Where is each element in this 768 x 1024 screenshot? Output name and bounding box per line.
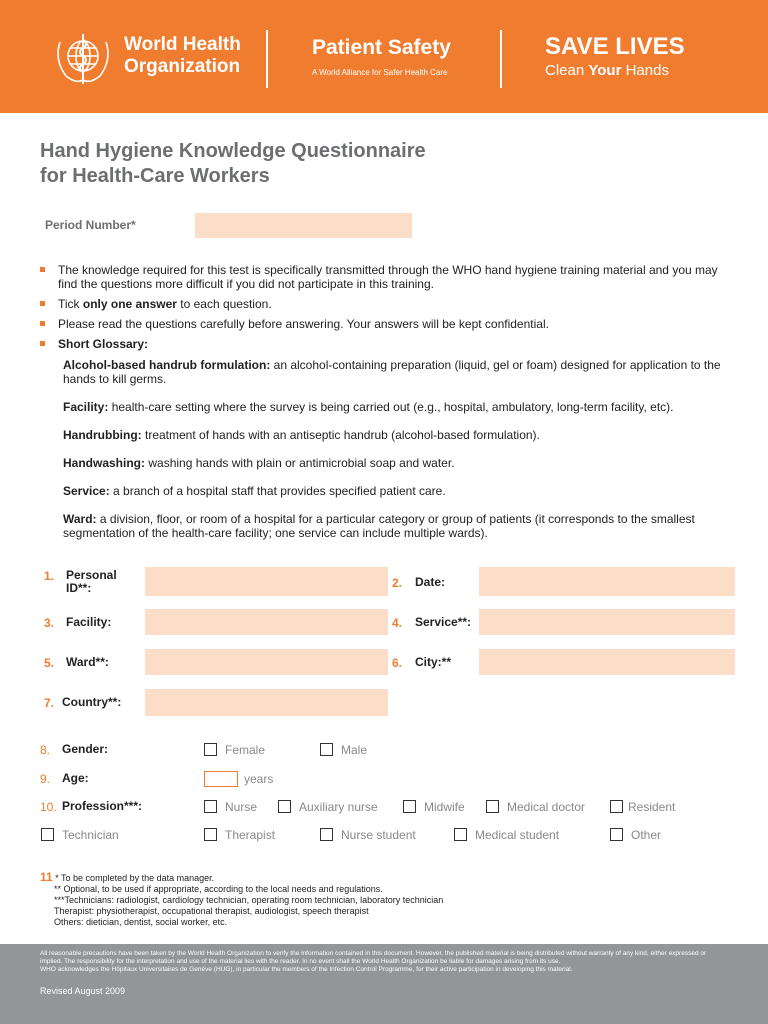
profession-therapist-label: Therapist [225,828,276,842]
footer-text [40,950,730,974]
profession-medical-doctor-label: Medical doctor [507,800,586,814]
profession-midwife-label: Midwife [424,800,465,814]
q8-number: 8. [40,743,51,757]
glossary-term: Alcohol-based handrub formulation: [63,358,271,372]
profession-resident-label: Resident [628,800,676,814]
glossary-term: Handwashing: [63,456,146,470]
instruction-bold: only one answer [82,297,177,311]
footnote-text: * To be completed by the data manager. [55,873,215,883]
service-label: Service**: [415,615,472,629]
date-field[interactable] [479,567,735,596]
who-name-line2: Organization [124,56,241,77]
personal-id-field[interactable] [145,567,388,596]
instruction-prefix: Tick [58,297,83,311]
header-divider [266,30,268,88]
q11-number: 11 [40,870,53,884]
footer-acknowledgement: WHO acknowledges the Hôpitaux Universitaires de Genève (HUG), in particular the members of the Infection Control Programme, for their active participation in developing this material. [40,966,573,973]
who-emblem-icon [50,30,116,88]
gender-male-label: Male [341,743,368,757]
gender-male-checkbox[interactable] [320,743,333,756]
glossary-definition: a division, floor, or room of a hospital for a particular category or group of patients (it corresponds to the smallest segmentation of the health-care facility; one service can include multiple wards). [63,512,695,540]
q4-number: 4. [392,616,403,630]
ward-field[interactable] [145,649,388,675]
period-number-label: Period Number* [45,218,136,232]
revision-date: Revised August 2009 [40,986,126,996]
gender-female-label: Female [225,743,266,757]
profession-other-label: Other [631,828,662,842]
header-banner [0,0,768,113]
profession-medical-doctor-checkbox[interactable] [486,800,499,813]
campaign-sub-suffix: Hands [621,62,669,79]
footnote-text: ** Optional, to be used if appropriate, according to the local needs and regulations. [54,884,383,894]
ward-label: Ward**: [66,655,109,669]
city-field[interactable] [479,649,735,675]
profession-auxiliary-nurse-label: Auxiliary nurse [299,800,378,814]
age-unit: years [244,772,274,786]
q5-number: 5. [44,656,55,670]
program-title: Patient Safety [312,36,451,59]
profession-nurse-student-label: Nurse student [341,828,416,842]
campaign-sub-bold: Your [588,62,622,79]
who-name-line1: World Health [124,34,241,55]
glossary-item [63,400,733,414]
footer-disclaimer: All reasonable precautions have been taken by the World Health Organization to verify the information contained in this document. However, the published material is being distributed without warranty of any kind, either expressed or implied. The responsibility for the interpretation and use of the material lies with the reader. In no event shall the World Health Organization be liable for damages arising from its use. [40,950,707,965]
q6-number: 6. [392,656,403,670]
profession-nurse-label: Nurse [225,800,258,814]
instruction-text: Please read the questions carefully before answering. Your answers will be kept confidential. [58,317,549,331]
profession-label: Profession***: [62,799,143,813]
profession-resident-checkbox[interactable] [610,800,623,813]
profession-therapist-checkbox[interactable] [204,828,217,841]
instruction-item [40,263,730,291]
profession-auxiliary-nurse-checkbox[interactable] [278,800,291,813]
q7-number: 7. [44,696,55,710]
date-label: Date: [415,575,446,589]
glossary-term: Ward: [63,512,97,526]
gender-label: Gender: [62,742,109,756]
footnote-text: Therapist: physiotherapist, occupational therapist, audiologist, speech therapist [54,906,369,916]
instructions-list [40,263,730,357]
age-input[interactable] [204,771,238,787]
glossary-definition: an alcohol-containing preparation (liquid, gel or foam) designed for application to the hands to kill germs. [63,358,721,386]
gender-female-checkbox[interactable] [204,743,217,756]
profession-technician-checkbox[interactable] [41,828,54,841]
q2-number: 2. [392,576,403,590]
q9-number: 9. [40,772,51,786]
footnotes [40,872,443,928]
profession-nurse-student-checkbox[interactable] [320,828,333,841]
glossary-term: Handrubbing: [63,428,142,442]
footer [0,944,768,1024]
glossary-item [63,484,733,498]
personal-id-label: Personal ID**: [66,568,117,595]
glossary-definition: washing hands with plain or antimicrobial soap and water. [145,456,455,470]
campaign-subtitle [545,62,669,79]
glossary-heading: Short Glossary: [58,337,149,351]
campaign-sub-prefix: Clean [545,62,589,79]
footnote-line [40,872,443,884]
profession-medical-student-label: Medical student [475,828,560,842]
footnote-text: ***Technicians: radiologist, cardiology technician, operating room technician, laboratory technician [54,895,444,905]
instruction-item [40,317,730,331]
document-title [40,139,426,189]
profession-midwife-checkbox[interactable] [403,800,416,813]
who-org-name [124,34,241,78]
instruction-item [40,337,730,351]
q3-number: 3. [44,616,55,630]
glossary-definition: a branch of a hospital staff that provides specified patient care. [109,484,446,498]
age-label: Age: [62,771,89,785]
glossary-item [63,456,733,470]
glossary [63,358,733,554]
glossary-definition: treatment of hands with an antiseptic handrub (alcohol-based formulation). [141,428,540,442]
instruction-text: The knowledge required for this test is specifically transmitted through the WHO hand hygiene training material and you may find the questions more difficult if you did not participate in this training. [58,263,718,291]
profession-medical-student-checkbox[interactable] [454,828,467,841]
title-line1: Hand Hygiene Knowledge Questionnaire [40,140,426,162]
q1-number: 1. [44,569,55,583]
program-subtitle: A World Alliance for Safer Health Care [312,68,448,77]
glossary-item [63,512,733,540]
facility-label: Facility: [66,615,112,629]
header-divider [500,30,502,88]
profession-technician-label: Technician [62,828,119,842]
profession-nurse-checkbox[interactable] [204,800,217,813]
profession-other-checkbox[interactable] [610,828,623,841]
campaign-title: SAVE LIVES [545,33,685,60]
footnote-text: Others: dietician, dentist, social worker, etc. [54,917,228,927]
city-label: City:** [415,655,452,669]
country-label: Country**: [62,695,122,709]
title-line2: for Health-Care Workers [40,165,270,187]
period-number-field[interactable] [195,213,412,238]
q10-number: 10. [40,800,57,814]
country-field[interactable] [145,689,388,716]
glossary-term: Facility: [63,400,109,414]
service-field[interactable] [479,609,735,635]
instruction-suffix: to each question. [176,297,272,311]
glossary-item [63,428,733,442]
glossary-item [63,358,733,386]
glossary-definition: health-care setting where the survey is being carried out (e.g., hospital, ambulatory, long-term facility, etc). [108,400,674,414]
instruction-item [40,297,730,311]
facility-field[interactable] [145,609,388,635]
glossary-term: Service: [63,484,110,498]
